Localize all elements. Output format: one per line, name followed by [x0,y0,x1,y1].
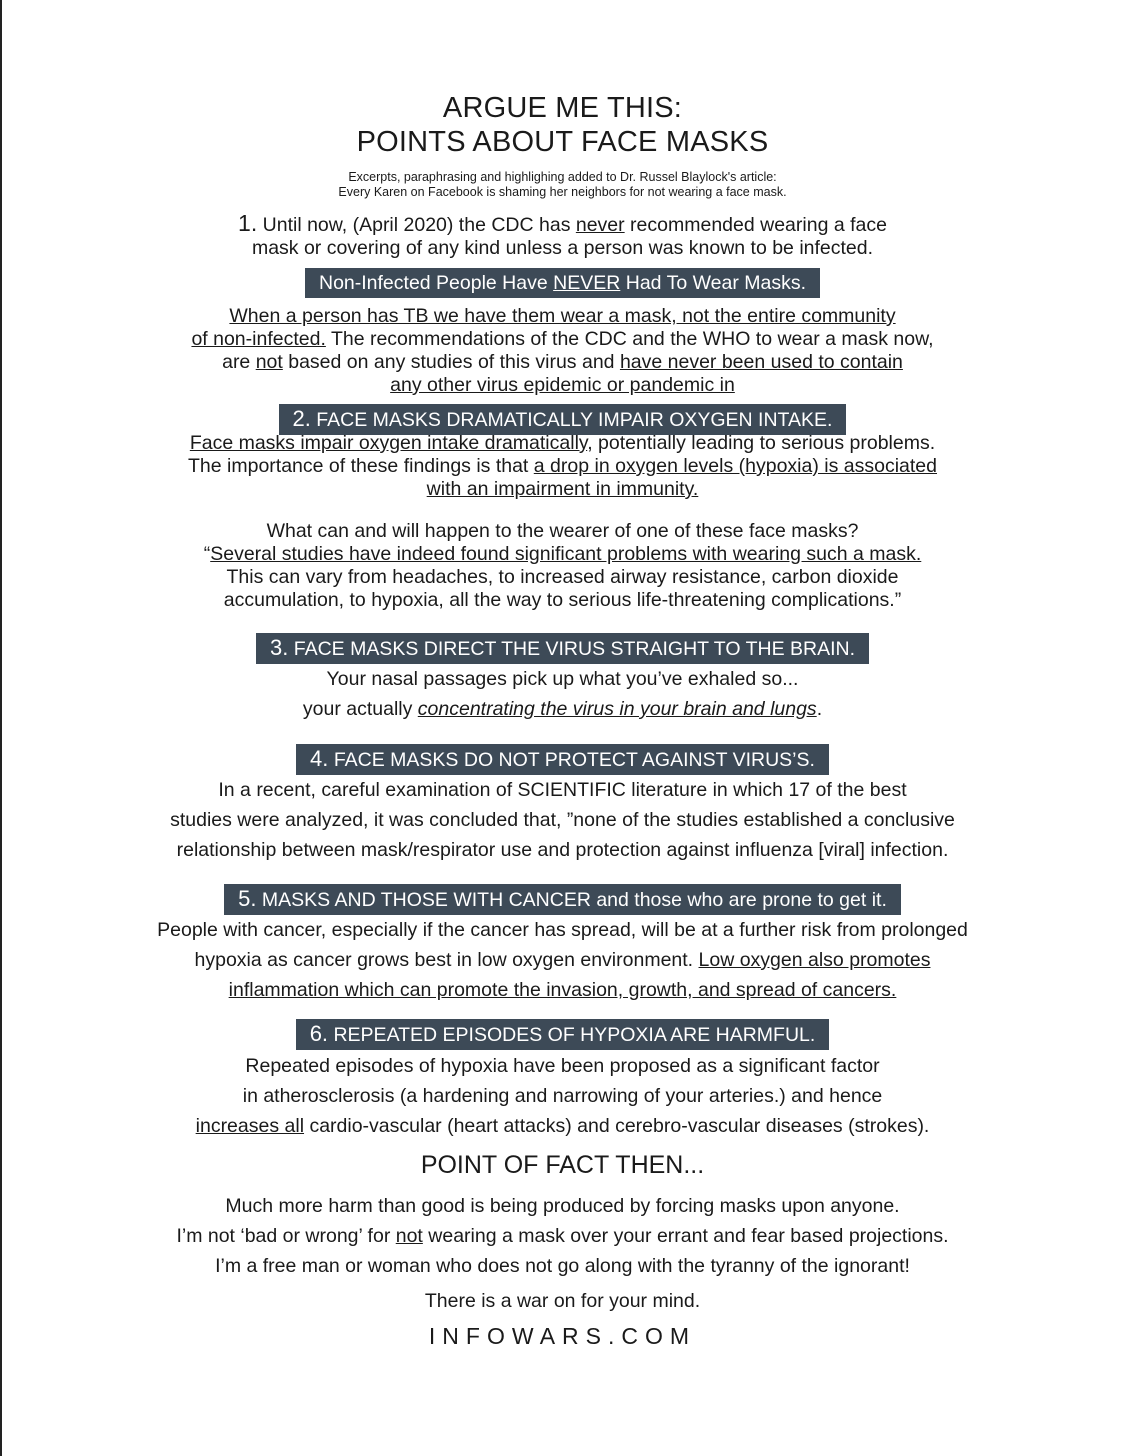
p2-line-2: The importance of these findings is that [188,455,534,477]
conclusion-paragraph [0,1191,1125,1281]
p1-line-3b: based on any studies of this virus and [282,351,620,373]
point-3-paragraph [0,664,1125,724]
title-line-1: ARGUE ME THIS: [442,92,683,124]
p6-line-3-underlined: increases all [195,1115,305,1137]
point-3-number: 3. [269,635,289,660]
p1-line-1: When a person has TB we have them wear a mask, not the entire community [229,305,896,327]
point-1-text: Until now, (April 2020) the CDC has [257,214,576,236]
point-1-text-end: recommended wearing a face [624,214,887,236]
p5-line-2: hypoxia as cancer grows best in low oxygen environment. [194,949,699,971]
point-3-banner-row [0,633,1125,664]
point-4-banner-row [0,744,1125,775]
p1-line-3-not: not [255,351,283,373]
p2-quote-line-2: This can vary from headaches, to increased airway resistance, carbon dioxide [226,566,899,588]
point-3-banner [256,633,869,664]
point-4-paragraph [0,775,1125,865]
point-6-number: 6. [309,1021,329,1046]
conclusion-line-3: I’m a free man or woman who does not go along with the tyranny of the ignorant! [215,1255,910,1277]
point-3-heading: FACE MASKS DIRECT THE VIRUS STRAIGHT TO THE BRAIN. [288,638,856,660]
point-4-heading: FACE MASKS DO NOT PROTECT AGAINST VIRUS’S. [328,749,815,771]
point-1-intro [0,212,1125,260]
p3-line-2: your actually [302,698,418,720]
subtitle-line-1: Excerpts, paraphrasing and highlighing added to Dr. Russel Blaylock's article: [348,170,777,184]
banner-text: Non-Infected People Have [318,272,554,294]
p6-line-1: Repeated episodes of hypoxia have been proposed as a significant factor [245,1055,880,1077]
point-5-banner-row [0,884,1125,915]
p2-line-3: with an impairment in immunity. [426,478,699,500]
p5-line-1: People with cancer, especially if the cancer has spread, will be at a further risk from prolonged [157,919,968,941]
p2-line-1-underlined: Face masks impair oxygen intake dramatically [189,432,588,454]
p5-line-2-underlined: Low oxygen also promotes [698,949,931,971]
p1-line-2-underlined: of non-infected. [191,328,326,350]
conclusion-line-2-not: not [395,1225,423,1247]
p6-line-2: in atherosclerosis (a hardening and narrowing of your arteries.) and hence [242,1085,883,1107]
p3-line-2-emphasis: concentrating the virus in your brain and lungs [417,698,817,720]
point-1-paragraph [0,305,1125,397]
p1-line-3-underlined: have never been used to contain [619,351,903,373]
p5-line-3: inflammation which can promote the invasion, growth, and spread of cancers. [228,979,897,1001]
p4-line-3: relationship between mask/respirator use and protection against influenza [viral] infection. [176,839,949,861]
subtitle [0,170,1125,200]
p2-line-1: , potentially leading to serious problems. [587,432,936,454]
p4-line-2: studies were analyzed, it was concluded that, ”none of the studies established a conclusive [170,809,955,831]
conclusion-line-2-end: wearing a mask over your errant and fear based projections. [422,1225,949,1247]
point-1-banner [305,268,820,298]
point-6-paragraph [0,1051,1125,1141]
point-5-heading: MASKS AND THOSE WITH CANCER and those who are prone to get it. [256,889,887,911]
point-1-emphasis: never [575,214,625,236]
point-6-banner [296,1019,830,1050]
point-1-banner-row [0,268,1125,298]
title-line-2: POINTS ABOUT FACE MASKS [356,126,769,158]
p4-line-1: In a recent, careful examination of SCIENTIFIC literature in which 17 of the best [218,779,907,801]
point-2-paragraph [0,432,1125,501]
p2-line-2-underlined: a drop in oxygen levels (hypoxia) is associated [533,455,937,477]
p1-line-3a: are [222,351,256,373]
point-5-banner [224,884,901,915]
p2-quote-mark: “ [203,543,211,565]
p1-line-4: any other virus epidemic or pandemic in [390,374,735,396]
p3-line-1: Your nasal passages pick up what you’ve exhaled so... [326,668,799,690]
point-2-number: 2. [292,406,311,431]
point-1-line-2: mask or covering of any kind unless a person was known to be infected. [251,237,874,259]
brand-wordmark: INFOWARS.COM [428,1323,697,1349]
conclusion-line-1: Much more harm than good is being produced by forcing masks upon anyone. [225,1195,900,1217]
page-title [0,91,1125,159]
conclusion-heading: POINT OF FACT THEN... [420,1151,705,1179]
point-2-banner [279,404,847,435]
conclusion-line-2: I’m not ‘bad or wrong’ for [176,1225,396,1247]
banner-text-end: Had To Wear Masks. [620,272,807,294]
point-4-number: 4. [310,746,329,771]
p2-question: What can and will happen to the wearer of one of these face masks? [266,520,859,542]
point-2-quote [0,520,1125,612]
subtitle-line-2: Every Karen on Facebook is shaming her neighbors for not wearing a face mask. [338,185,787,199]
point-2-banner-row [0,404,1125,435]
point-6-heading: REPEATED EPISODES OF HYPOXIA ARE HARMFUL. [328,1024,816,1046]
point-5-number: 5. [238,886,257,911]
point-2-heading: FACE MASKS DRAMATICALLY IMPAIR OXYGEN INTAKE. [310,409,833,431]
point-1-number: 1. [238,210,258,236]
p6-line-3: cardio-vascular (heart attacks) and cerebro-vascular diseases (strokes). [304,1115,930,1137]
banner-emphasis: NEVER [553,272,621,294]
point-6-banner-row [0,1019,1125,1050]
p1-line-2: The recommendations of the CDC and the WHO to wear a mask now, [325,328,934,350]
p2-quote-line-3: accumulation, to hypoxia, all the way to serious life-threatening complications.” [223,589,902,611]
p3-line-2-end: . [816,698,823,720]
tagline: There is a war on for your mind. [424,1290,701,1312]
point-5-paragraph [0,915,1125,1005]
point-4-banner [296,744,829,775]
p2-quote-line-1: Several studies have indeed found significant problems with wearing such a mask. [210,543,922,565]
